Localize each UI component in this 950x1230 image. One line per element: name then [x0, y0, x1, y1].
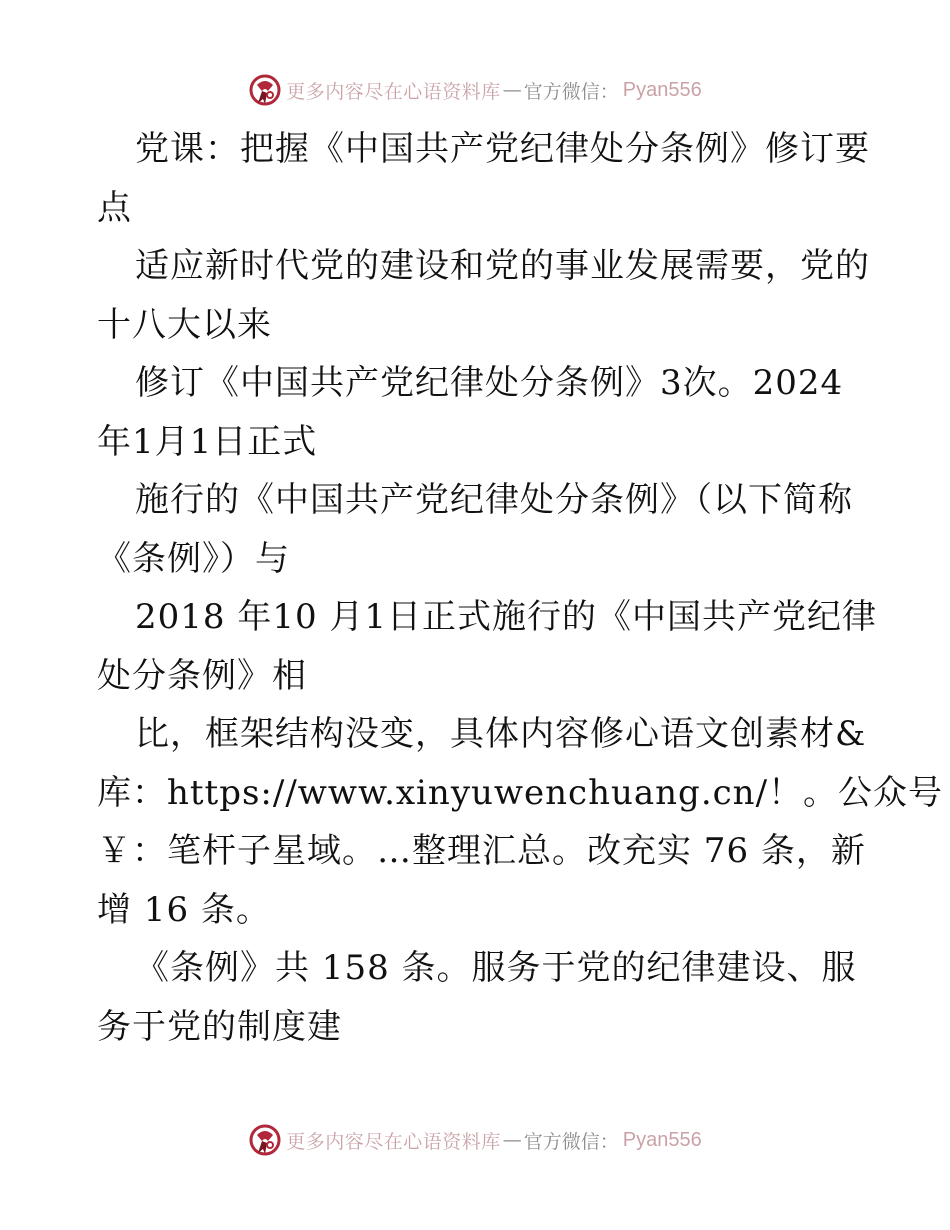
footer-dash: — [502, 1129, 522, 1151]
header-banner [0, 68, 950, 112]
title-line-2: 点 [97, 187, 132, 228]
header-dash: — [502, 79, 522, 101]
ribbon-logo-icon [248, 1123, 282, 1157]
paragraph-line: 《条例》共 158 条。服务于党的纪律建设、服 [135, 948, 857, 988]
ribbon-logo-icon [248, 73, 282, 107]
footer-wechat-label: 官方微信： [523, 1130, 619, 1153]
paragraph-line: 库：https://www.xinyuwenchuang.cn/！。公众号 [97, 772, 944, 813]
header-brand: 更多内容尽在心语资料库 [286, 80, 501, 103]
footer-brand: 更多内容尽在心语资料库 [286, 1130, 501, 1153]
paragraph-line: 2018 年10 月1日正式施行的《中国共产党纪律 [135, 597, 878, 637]
paragraph-line: 《条例》）与 [97, 538, 290, 579]
paragraph-line: 比，框架结构没变，具体内容修心语文创素材& [135, 714, 867, 754]
footer-banner [0, 1118, 950, 1162]
document-body [97, 120, 944, 1056]
header-wechat-label: 官方微信： [523, 80, 619, 103]
paragraph-line: 务于党的制度建 [97, 1006, 342, 1047]
paragraph-line: ￥：笔杆子星域。…整理汇总。改充实 76 条，新 [97, 831, 866, 871]
paragraph-line: 十八大以来 [97, 304, 272, 345]
title-line-1: 党课：把握《中国共产党纪律处分条例》修订要 [135, 129, 870, 169]
paragraph-line: 年1月1日正式 [97, 421, 318, 462]
paragraph-line: 修订《中国共产党纪律处分条例》3次。2024 [135, 363, 844, 403]
paragraph-line: 增 16 条。 [97, 889, 271, 930]
paragraph-line: 施行的《中国共产党纪律处分条例》（以下简称 [135, 480, 853, 520]
paragraph-line: 处分条例》相 [97, 655, 307, 696]
header-wechat-id: Pyan556 [622, 78, 702, 101]
footer-wechat-id: Pyan556 [622, 1128, 702, 1151]
paragraph-line: 适应新时代党的建设和党的事业发展需要，党的 [135, 246, 870, 286]
